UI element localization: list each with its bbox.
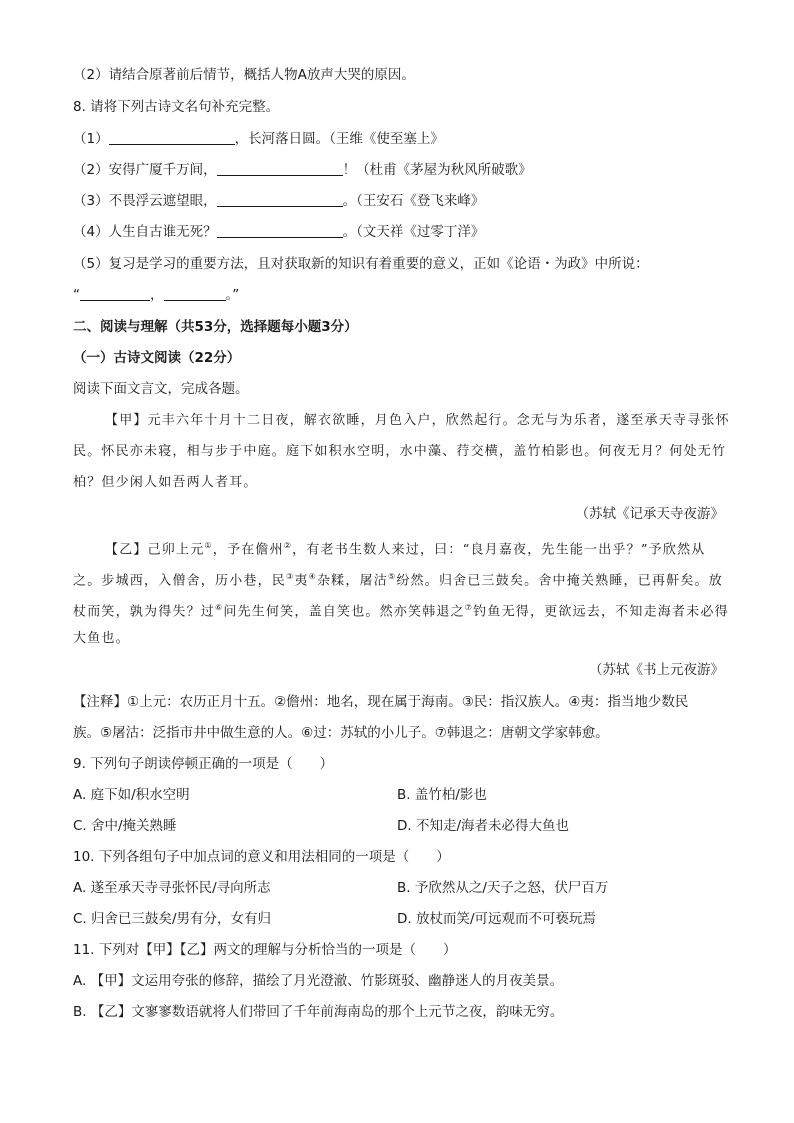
option-a[interactable]: A. 庭下如/积水空明 bbox=[73, 787, 190, 803]
question-11-stem: 11. 下列对【甲】【乙】两文的理解与分析恰当的一项是（ ） bbox=[73, 942, 457, 958]
q8-2-after: ！（杜甫《茅屋为秋风所破歌》 bbox=[342, 162, 532, 178]
q8-3-before: （3）不畏浮云遮望眼， bbox=[73, 193, 217, 209]
answer-blank[interactable] bbox=[217, 223, 343, 238]
question-9-options bbox=[73, 816, 724, 836]
note-marker: ⑤ bbox=[387, 572, 397, 581]
text-run: 之。步城西，入僧舍，历小巷，民 bbox=[73, 573, 287, 589]
notes-line: 族。⑤屠沽：泛指市井中做生意的人。⑥过：苏轼的小儿子。⑦韩退之：唐朝文学家韩愈。 bbox=[73, 725, 609, 741]
text-run: 纷然。归舍已三鼓矣。舍中掩关熟睡，已再鼾矣。放 bbox=[396, 573, 723, 589]
option-b[interactable]: B. 盖竹柏/影也 bbox=[397, 787, 487, 803]
question-8-3 bbox=[73, 191, 724, 211]
question-7-2: （2）请结合原著前后情节，概括人物A放声大哭的原因。 bbox=[73, 67, 415, 83]
option-d[interactable]: D. 放杖而笑/可远观而不可亵玩焉 bbox=[397, 911, 597, 927]
text-run: ，有老书生数人来过，曰：“良月嘉夜，先生能一出乎？”予欣然从 bbox=[292, 542, 706, 558]
reading-intro: 阅读下面文言文，完成各题。 bbox=[73, 381, 249, 397]
q8-2-before: （2）安得广厦千万间， bbox=[73, 162, 217, 178]
quote-open: “ bbox=[73, 287, 80, 303]
option-c[interactable]: C. 舍中/掩关熟睡 bbox=[73, 818, 177, 834]
answer-blank[interactable] bbox=[164, 286, 226, 301]
text-run: 夷 bbox=[294, 573, 309, 589]
section-2-heading: 二、阅读与理解（共53分，选择题每小题3分） bbox=[73, 319, 358, 335]
note-marker: ⑦ bbox=[464, 603, 474, 612]
quote-comma: ， bbox=[150, 287, 164, 303]
question-10-stem: 10. 下列各组句子中加点词的意义和用法相同的一项是（ ） bbox=[73, 849, 450, 865]
q8-1-text: ，长河落日圆。（王维《使至塞上》 bbox=[234, 131, 444, 147]
passage-jia-line: 【甲】元丰六年十月十二日夜，解衣欲睡，月色入户，欣然起行。念无与为乐者，遂至承天寺寻张怀 bbox=[105, 413, 730, 428]
question-8-5: （5）复习是学习的重要方法，且对获取新的知识有着重要的意义，正如《论语・为政》中所说： bbox=[73, 256, 649, 272]
option-b[interactable]: B. 予欣然从之/天子之怒，伏尸百万 bbox=[397, 880, 609, 896]
q8-3-after: 。（王安石《登飞来峰》 bbox=[342, 193, 485, 209]
passage-yi-line bbox=[73, 598, 729, 622]
note-marker: ④ bbox=[308, 572, 317, 581]
text-run: ，予在儋州 bbox=[212, 542, 284, 558]
answer-blank[interactable] bbox=[217, 161, 343, 176]
text-run: 杂糅，屠沽 bbox=[316, 573, 388, 589]
option-b[interactable]: B. 【乙】文寥寥数语就将人们带回了千年前海南岛的那个上元节之夜，韵味无穷。 bbox=[73, 1004, 564, 1020]
note-marker: ② bbox=[283, 541, 293, 550]
passage-yi-line: 大鱼也。 bbox=[73, 631, 130, 646]
notes-line: 【注释】①上元：农历正月十五。②儋州：地名，现在属于海南。③民：指汉族人。④夷：指当地少数民 bbox=[73, 694, 689, 710]
q8-4-before: （4）人生自古谁无死？ bbox=[73, 224, 217, 240]
passage-yi-line bbox=[105, 536, 724, 560]
text-run: 【乙】己卯上元 bbox=[105, 542, 205, 558]
passage-yi-line bbox=[73, 567, 724, 591]
quote-close: 。” bbox=[225, 287, 240, 303]
passage-jia-line: 民。怀民亦未寝，相与步于中庭。庭下如积水空明，水中藻、荇交横，盖竹柏影也。何夜无月？何处无竹 bbox=[73, 444, 727, 459]
question-10-options bbox=[73, 878, 724, 898]
passage-yi-source: （苏轼《书上元夜游》 bbox=[589, 662, 724, 678]
option-c[interactable]: C. 归舍已三鼓矣/男有分，女有归 bbox=[73, 911, 272, 927]
option-d[interactable]: D. 不知走/海者未必得大鱼也 bbox=[397, 818, 570, 834]
answer-blank[interactable] bbox=[109, 130, 235, 145]
question-8-1 bbox=[73, 129, 724, 149]
option-a[interactable]: A. 【甲】文运用夸张的修辞，描绘了月光澄澈、竹影斑驳、幽静迷人的月夜美景。 bbox=[73, 973, 564, 989]
question-8-2 bbox=[73, 160, 724, 180]
answer-blank[interactable] bbox=[217, 192, 343, 207]
text-run: 问先生何笑，盖自笑也。然亦笑韩退之 bbox=[223, 604, 465, 620]
q8-1-number: （1） bbox=[73, 131, 109, 147]
question-10-options bbox=[73, 909, 724, 929]
option-a[interactable]: A. 遂至承天寺寻张怀民/寻向所志 bbox=[73, 880, 271, 896]
text-run: 钓鱼无得，更欲远去，不知走海者未必得 bbox=[473, 604, 729, 620]
question-8-5-answer bbox=[73, 285, 724, 305]
answer-blank[interactable] bbox=[80, 286, 150, 301]
note-marker: ① bbox=[204, 541, 213, 550]
question-9-options bbox=[73, 785, 724, 805]
question-8-stem: 8. 请将下列古诗文名句补充完整。 bbox=[73, 99, 280, 115]
note-marker: ⑥ bbox=[215, 603, 224, 612]
q8-4-after: 。（文天祥《过零丁洋》 bbox=[342, 224, 485, 240]
passage-jia-line: 柏？但少闲人如吾两人者耳。 bbox=[73, 475, 258, 490]
question-9-stem: 9. 下列句子朗读停顿正确的一项是（ ） bbox=[73, 756, 334, 772]
text-run: 杖而笑，孰为得失？过 bbox=[73, 604, 216, 620]
passage-jia-source: （苏轼《记承天寺夜游》 bbox=[575, 506, 724, 522]
note-marker: ③ bbox=[286, 572, 295, 581]
subsection-1-heading: （一）古诗文阅读（22分） bbox=[73, 350, 241, 366]
question-8-4 bbox=[73, 222, 724, 242]
